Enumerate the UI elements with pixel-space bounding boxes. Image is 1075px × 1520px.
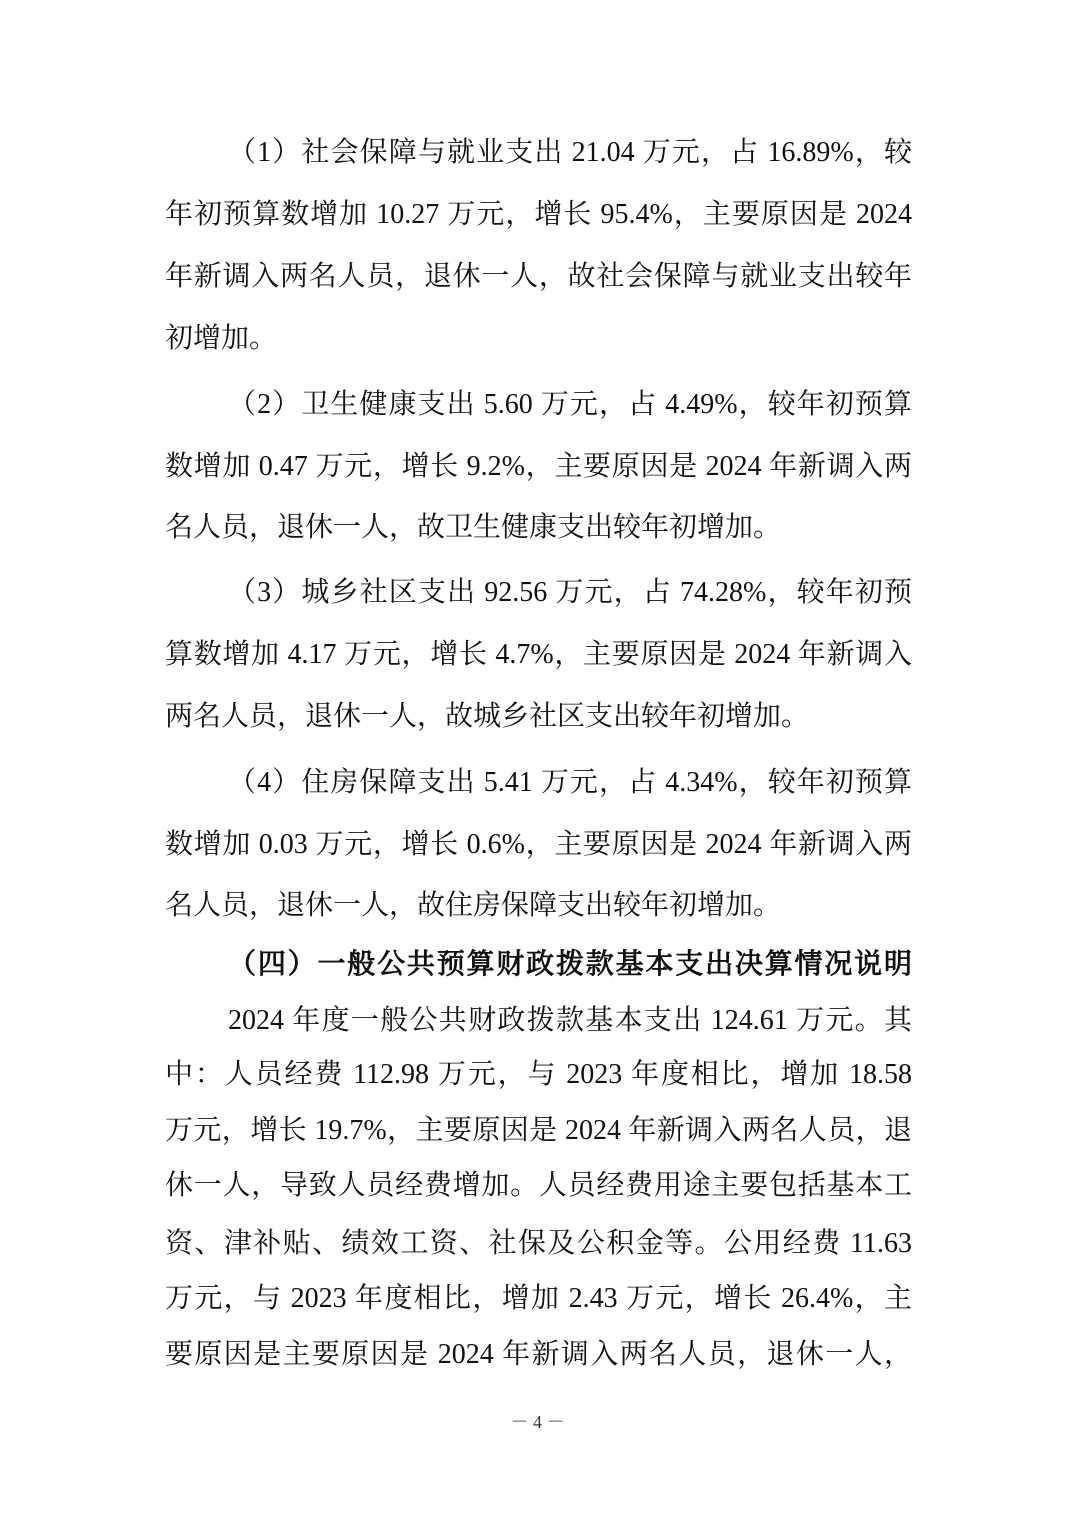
paragraph-line: 万元，与 2023 年度相比，增加 2.43 万元，增长 26.4%，主	[165, 1283, 912, 1314]
paragraph-line: （3）城乡社区支出 92.56 万元，占 74.28%，较年初预	[228, 577, 912, 608]
paragraph-line: 数增加 0.03 万元，增长 0.6%，主要原因是 2024 年新调入两	[165, 829, 912, 860]
paragraph-line: 两名人员，退休一人，故城乡社区支出较年初增加。	[165, 701, 810, 732]
section-heading: （四）一般公共预算财政拨款基本支出决算情况说明	[228, 949, 912, 980]
paragraph-line: 万元，增长 19.7%，主要原因是 2024 年新调入两名人员，退	[165, 1115, 912, 1146]
paragraph-line: 初增加。	[165, 323, 278, 354]
paragraph-line: 数增加 0.47 万元，增长 9.2%，主要原因是 2024 年新调入两	[165, 451, 912, 482]
paragraph-line: 算数增加 4.17 万元，增长 4.7%，主要原因是 2024 年新调入	[165, 639, 912, 670]
paragraph-line: 资、津补贴、绩效工资、社保及公积金等。公用经费 11.63	[165, 1228, 912, 1259]
paragraph-line: （1）社会保障与就业支出 21.04 万元，占 16.89%，较	[228, 137, 912, 168]
paragraph-line: 年新调入两名人员，退休一人，故社会保障与就业支出较年	[165, 261, 912, 292]
paragraph-line: 年初预算数增加 10.27 万元，增长 95.4%，主要原因是 2024	[165, 199, 912, 230]
paragraph-line: 休一人，导致人员经费增加。人员经费用途主要包括基本工	[165, 1170, 912, 1201]
page-number: － 4 －	[510, 1412, 565, 1432]
paragraph-line: 2024 年度一般公共财政拨款基本支出 124.61 万元。其	[228, 1005, 912, 1036]
paragraph-line: 名人员，退休一人，故住房保障支出较年初增加。	[165, 890, 782, 921]
paragraph-line: （2）卫生健康支出 5.60 万元，占 4.49%，较年初预算	[228, 389, 912, 420]
paragraph-line: 要原因是主要原因是 2024 年新调入两名人员，退休一人，	[165, 1339, 912, 1370]
paragraph-line: （4）住房保障支出 5.41 万元，占 4.34%，较年初预算	[228, 767, 912, 798]
paragraph-line: 中：人员经费 112.98 万元，与 2023 年度相比，增加 18.58	[165, 1059, 912, 1090]
paragraph-line: 名人员，退休一人，故卫生健康支出较年初增加。	[165, 512, 782, 543]
